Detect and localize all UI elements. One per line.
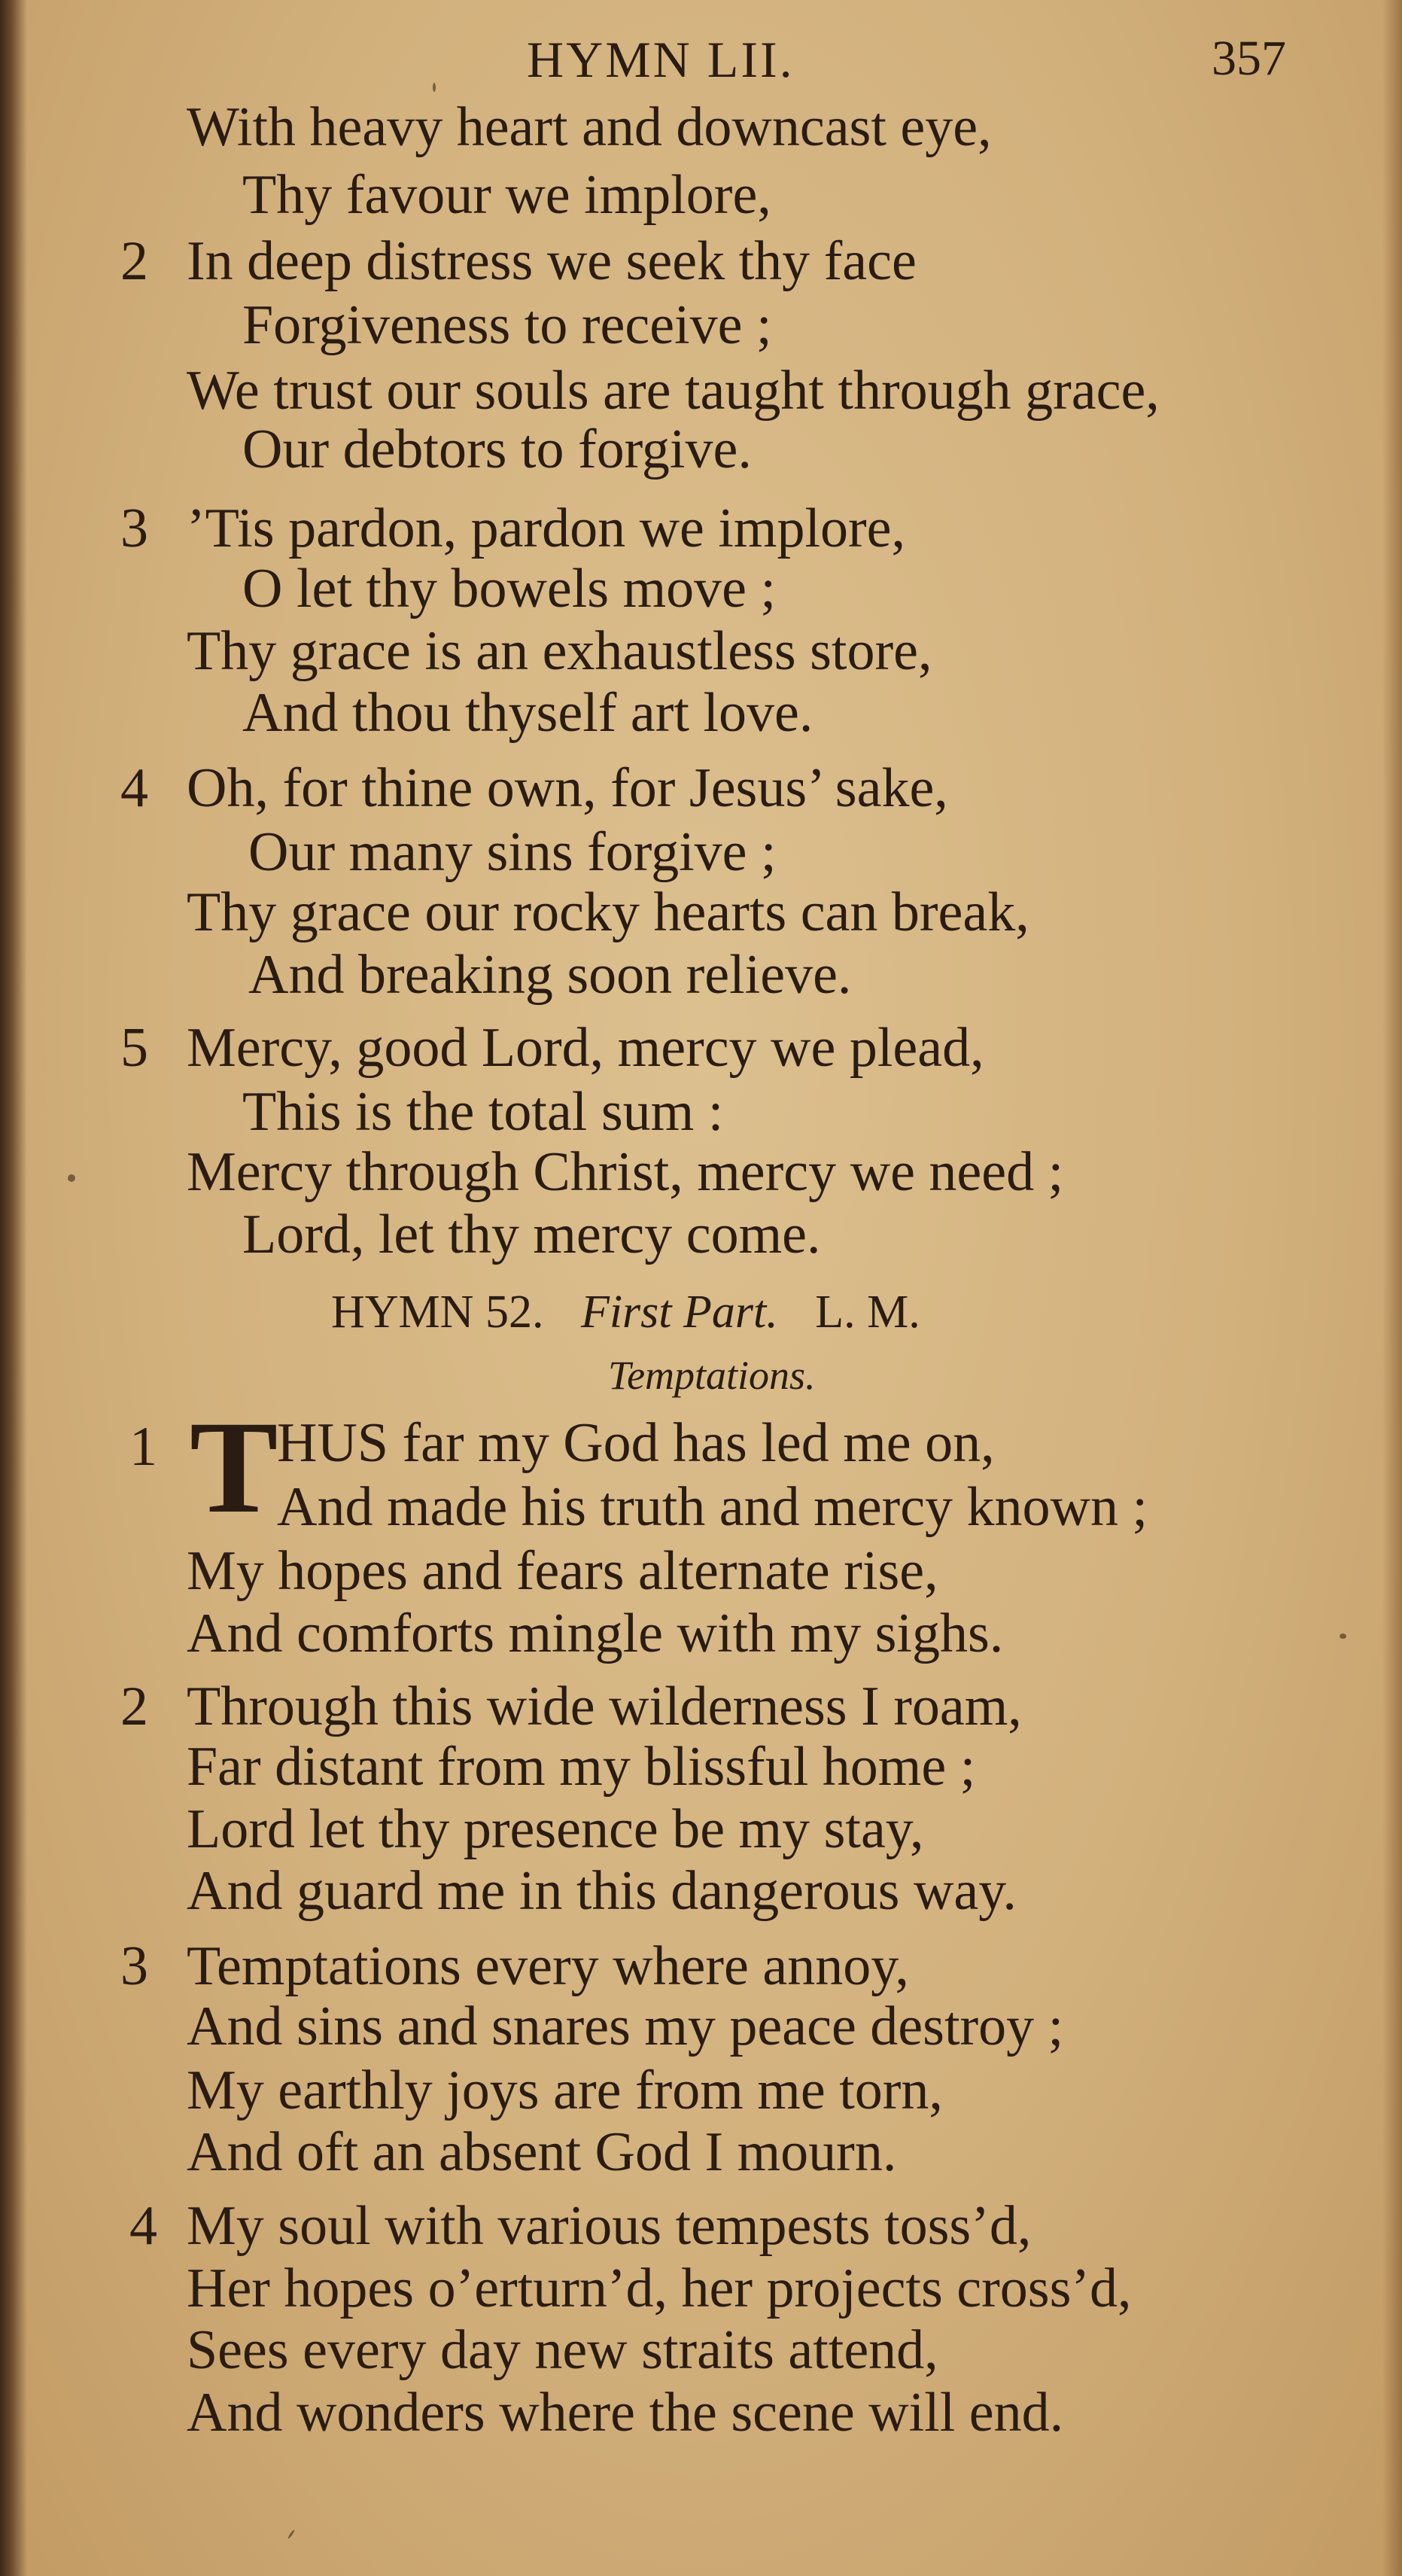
hymn-title-number: HYMN 52.	[331, 1286, 544, 1338]
paper-speck	[1340, 1634, 1346, 1639]
paper-speck	[68, 1174, 75, 1182]
verse-line: Thy favour we implore,	[242, 164, 771, 226]
verse-line: Our debtors to forgive.	[242, 419, 752, 480]
hymn-meter: L. M.	[815, 1286, 920, 1338]
drop-cap: T	[190, 1394, 278, 1541]
page-edge-shadow	[1382, 0, 1402, 2576]
verse-line: And oft an absent God I mourn.	[187, 2121, 897, 2183]
hymn-title	[331, 1286, 920, 1338]
verse-line: And sins and snares my peace destroy ;	[187, 1996, 1064, 2057]
verse-line: My soul with various tempests toss’d,	[187, 2195, 1032, 2257]
verse-line: Lord, let thy mercy come.	[242, 1204, 821, 1265]
verse-line: Far distant from my blissful home ;	[187, 1736, 976, 1798]
stanza-number: 2	[120, 1676, 148, 1737]
verse-line: And breaking soon relieve.	[248, 944, 852, 1006]
verse-line: Through this wide wilderness I roam,	[187, 1676, 1022, 1737]
page-number: 357	[1212, 31, 1286, 86]
verse-line: My earthly joys are from me torn,	[187, 2060, 943, 2121]
verse-line: And wonders where the scene will end.	[187, 2382, 1064, 2444]
verse-line: And comforts mingle with my sighs.	[187, 1603, 1004, 1664]
verse-line: Thy grace is an exhaustless store,	[187, 620, 932, 682]
verse-line: Temptations every where annoy,	[187, 1935, 909, 1997]
hymn-subject: Temptations.	[608, 1353, 816, 1398]
stanza-number: 4	[129, 2195, 157, 2257]
verse-line: ’Tis pardon, pardon we implore,	[187, 498, 906, 559]
verse-line: My hopes and fears alternate rise,	[187, 1540, 938, 1602]
verse-line: Sees every day new straits attend,	[187, 2319, 938, 2381]
verse-line: Mercy through Christ, mercy we need ;	[187, 1141, 1064, 1203]
verse-line: This is the total sum :	[242, 1081, 724, 1143]
stanza-number: 3	[120, 498, 148, 559]
stanza-number: 5	[120, 1017, 148, 1079]
verse-line: Thy grace our rocky hearts can break,	[187, 882, 1029, 943]
verse-line: Her hopes o’erturn’d, her projects cross’d,	[187, 2258, 1132, 2319]
verse-line: And made his truth and mercy known ;	[277, 1476, 1148, 1538]
verse-line: And guard me in this dangerous way.	[187, 1860, 1017, 1922]
running-title: HYMN LII.	[527, 31, 795, 88]
hymn-part: First Part.	[580, 1286, 778, 1338]
paper-speck	[287, 2529, 295, 2539]
stanza-number: 4	[120, 757, 148, 819]
verse-line: Forgiveness to receive ;	[242, 294, 772, 356]
stanza-number: 3	[120, 1935, 148, 1997]
verse-line: In deep distress we seek thy face	[187, 230, 917, 292]
verse-line: O let thy bowels move ;	[242, 558, 777, 620]
verse-line: And thou thyself art love.	[242, 682, 814, 744]
stanza-number: 2	[120, 230, 148, 292]
verse-line: Our many sins forgive ;	[248, 821, 777, 883]
stanza-number: 1	[129, 1416, 157, 1478]
verse-line: With heavy heart and downcast eye,	[187, 96, 992, 158]
verse-line: We trust our souls are taught through grace,	[187, 360, 1160, 422]
book-spine-shadow	[0, 0, 27, 2576]
verse-line: Lord let thy presence be my stay,	[187, 1798, 924, 1860]
paper-speck	[433, 83, 436, 92]
verse-line: HUS far my God has led me on,	[277, 1412, 995, 1474]
verse-line: Mercy, good Lord, mercy we plead,	[187, 1017, 984, 1079]
verse-line: Oh, for thine own, for Jesus’ sake,	[187, 757, 948, 819]
